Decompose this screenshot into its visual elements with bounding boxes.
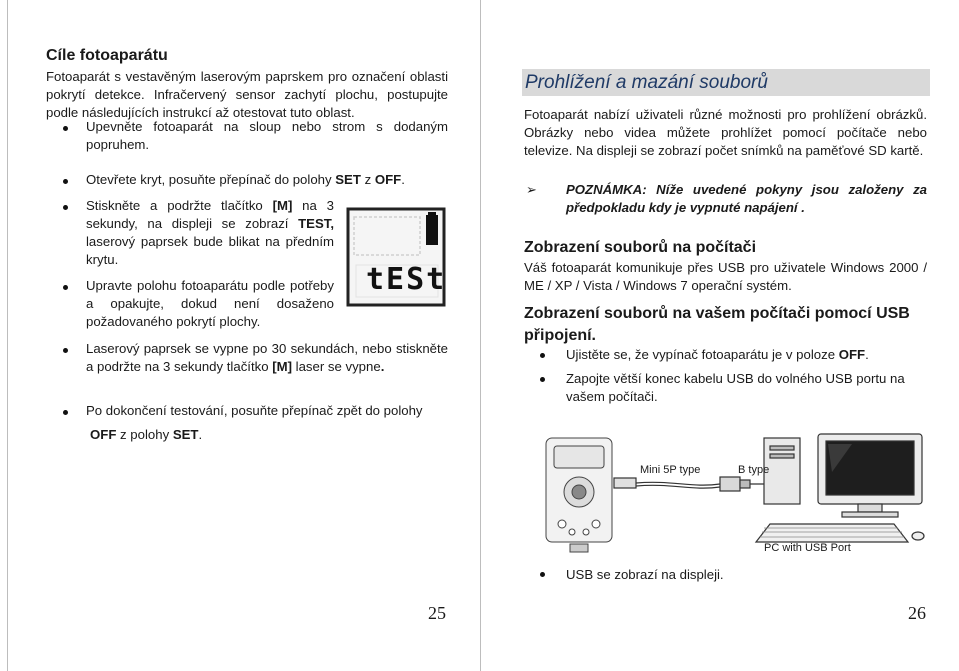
list-item-text: Zapojte větší konec kabelu USB do volného USB portu na vašem počítači. — [566, 371, 905, 404]
intro-paragraph: Fotoaparát nabízí uživateli různé možnosti pro prohlížení obrázků. Obrázky nebo videa můžete prohlížet pomocí počítače nebo televize. Na displeji se zobrazí počet snímků na paměťové SD kartě. — [524, 107, 927, 158]
off-label: OFF — [90, 427, 117, 442]
list-item-text: . — [865, 347, 869, 362]
list-item-text: . — [198, 427, 203, 442]
list-item — [86, 118, 448, 154]
list-item-text: na 3 sekundy, na displeji se zobrazí — [86, 198, 334, 231]
section-title: Prohlížení a mazání souborů — [525, 72, 768, 93]
list-item-text: Otevřete kryt, posuňte přepínač do polohy — [86, 172, 336, 187]
list-item-text: . — [401, 172, 405, 187]
b-type-label: B type — [738, 464, 770, 476]
list-item-text: Ujistěte se, že vypínač fotoaparátu je v poloze — [566, 347, 839, 362]
bullet-dot — [63, 285, 68, 290]
bullet-dot — [63, 179, 68, 184]
subheading-pc: Zobrazení souborů na počítači — [524, 239, 757, 256]
bullet-dot — [63, 410, 68, 415]
m-button-label: [M] — [272, 198, 293, 213]
test-label: TEST, — [298, 216, 334, 231]
list-item-text: . — [380, 359, 385, 374]
list-item — [566, 346, 927, 364]
right-page — [480, 0, 959, 671]
m-button-label: [M] — [272, 359, 292, 374]
intro-paragraph: Fotoaparát s vestavěným laserovým paprskem pro označení oblasti pokrytí detekce. Infračervený sensor zachytí plochu, postupujte podle následujících instrukcí až otestovat tuto oblast. — [46, 69, 448, 120]
lcd-display-illustration — [346, 207, 446, 307]
page-heading: Cíle fotoaparátu — [46, 47, 168, 64]
left-page-border — [7, 0, 8, 671]
list-item — [86, 277, 334, 331]
subheading-usb: Zobrazení souborů na vašem počítači pomocí USB připojení. — [524, 305, 910, 344]
section-title-bar — [522, 69, 930, 96]
list-item — [86, 340, 448, 376]
list-item-text: Stiskněte a podržte tlačítko — [86, 198, 273, 213]
page-number: 25 — [428, 603, 446, 623]
bullet-dot — [63, 205, 68, 210]
list-item-continuation — [90, 426, 430, 444]
list-item-text: z — [360, 172, 375, 187]
list-item-text: Upevněte fotoaparát na sloup nebo strom s dodaným popruhem. — [86, 119, 448, 152]
list-item-text: laserový paprsek bude blikat na předním krytu. — [86, 234, 334, 267]
left-page — [0, 0, 479, 671]
bullet-dot — [540, 377, 545, 382]
bullet-dot — [540, 353, 545, 358]
off-label: OFF — [838, 347, 866, 362]
bullet-dot — [63, 126, 68, 131]
mini-5p-label: Mini 5P type — [640, 464, 701, 476]
set-label: SET — [335, 172, 361, 187]
bullet-dot — [540, 572, 545, 577]
list-item-text: laser se vypne — [291, 359, 381, 374]
page-number: 26 — [908, 603, 926, 623]
list-item-text: Po dokončení testování, posuňte přepínač zpět do polohy — [86, 403, 423, 418]
note-text: POZNÁMKA: Níže uvedené pokyny jsou založeny za předpokladu kdy je vypnuté napájení . — [566, 182, 927, 215]
windows-paragraph: Váš fotoaparát komunikuje přes USB pro uživatele Windows 2000 / ME / XP / Vista / Windows 7 operační systém. — [524, 260, 927, 293]
page-divider — [480, 0, 481, 671]
list-item — [86, 402, 448, 420]
list-item-text: z polohy — [116, 427, 173, 442]
off-label: OFF — [374, 172, 402, 187]
note-arrow-icon: ➢ — [526, 182, 538, 197]
list-item-text: Laserový paprsek se vypne po 30 sekundách, nebo stiskněte a podržte na 3 sekundy tlačítko — [86, 341, 448, 374]
usb-connection-diagram — [542, 432, 932, 560]
list-item: USB se zobrazí na displeji. — [566, 567, 724, 582]
camera-pc-usb-illustration — [542, 432, 932, 560]
list-item — [86, 197, 334, 269]
list-item — [566, 370, 927, 406]
computer-icon — [756, 434, 924, 542]
lcd-test-text: tESt — [366, 262, 447, 297]
list-item-text: Upravte polohu fotoaparátu podle potřeby a opakujte, dokud není dosaženo požadovaného pokrytí plochy. — [86, 278, 334, 329]
bullet-dot — [63, 348, 68, 353]
camera-icon — [546, 438, 612, 552]
set-label: SET — [172, 427, 199, 442]
list-item — [86, 171, 448, 189]
usb-cable-icon — [614, 477, 778, 491]
pc-label: PC with USB Port — [764, 542, 851, 554]
